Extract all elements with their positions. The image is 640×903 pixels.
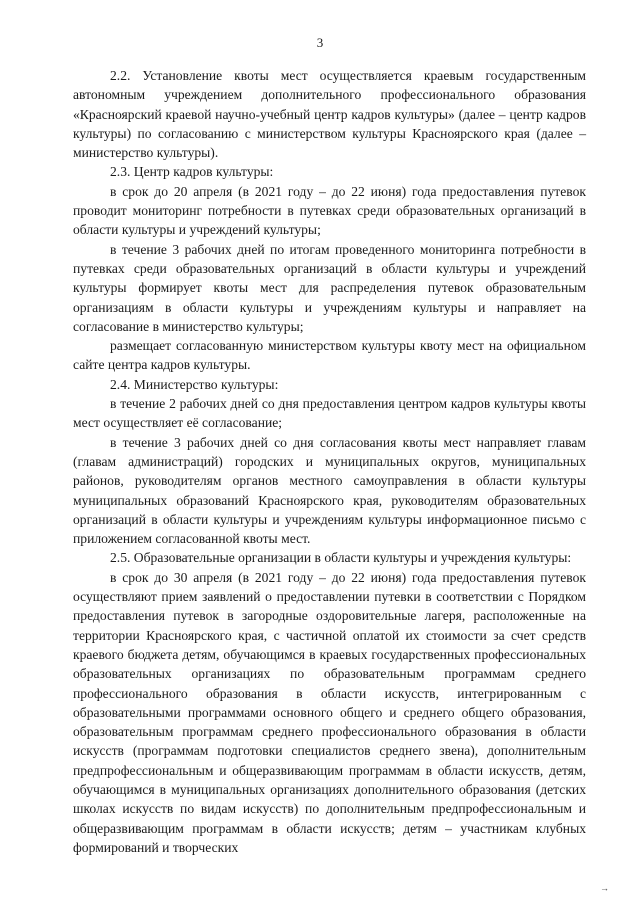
document-body bbox=[73, 66, 586, 857]
paragraph: в срок до 20 апреля (в 2021 году – до 22 июня) года предоставления путевок проводит мониторинг потребности в путевках среди образовательных организаций в области культуры и учреждений культуры; bbox=[73, 183, 586, 238]
section-heading-2-5: 2.5. Образовательные организации в области культуры и учреждения культуры: bbox=[110, 550, 572, 566]
page-number: 3 bbox=[316, 35, 324, 50]
paragraph: в срок до 30 апреля (в 2021 году – до 22 июня) года предоставления путевок осуществляют прием заявлений о предоставлении путевки в соответствии с Порядком предоставления путевок в загородные оздоровительные лагеря, расположенные на территории Красноярского края, с частичной оплатой их стоимости за счет средств краевого бюджета детям, обучающимся в краевых государственных профессиональных образовательных организациях по образовательным программам среднего профессионального образования в области искусств, интегрированным с образовательными программами основного общего и среднего общего образования, образовательным программам среднего профессионального образования в области искусств (программам подготовки специалистов среднего звена), дополнительным предпрофессиональным и общеразвивающим программам в области искусств, детям, обучающимся в муниципальных организациях дополнительного образования (детских школах искусств по видам искусств) по дополнительным предпрофессиональным и общеразвивающим программам в области искусств; детям – участникам клубных формирований и творческих bbox=[73, 569, 586, 855]
paragraph: в течение 3 рабочих дней со дня согласования квоты мест направляет главам (главам администраций) городских и муниципальных округов, муниципальных районов, руководителям органов местного самоуправления в области культуры муниципальных образований Красноярского края, руководителям образовательных организаций в области культуры и учреждениям культуры информационное письмо с приложением согласованной квоты мест. bbox=[73, 434, 586, 547]
paragraph: в течение 3 рабочих дней по итогам проведенного мониторинга потребности в путевках среди образовательных организаций в области культуры и учреждений культуры формирует квоты мест для распределения путевок образовательным организациям в области культуры и учреждениям культуры и направляет на согласование в министерство культуры; bbox=[73, 241, 586, 334]
corner-mark: → bbox=[600, 883, 609, 893]
section-heading-2-4: 2.4. Министерство культуры: bbox=[110, 376, 279, 392]
paragraph: размещает согласованную министерством культуры квоту мест на официальном сайте центра кадров культуры. bbox=[73, 338, 586, 373]
paragraph: в течение 2 рабочих дней со дня предоставления центром кадров культуры квоты мест осуществляет её согласование; bbox=[73, 396, 586, 431]
paragraph-2-2: 2.2. Установление квоты мест осуществляется краевым государственным автономным учреждением дополнительного профессионального образования «Красноярский краевой научно-учебный центр кадров культуры» (далее – центр кадров культуры) по согласованию с министерством культуры Красноярского края (далее – министерство культуры). bbox=[73, 68, 586, 161]
section-heading-2-3: 2.3. Центр кадров культуры: bbox=[110, 164, 274, 180]
